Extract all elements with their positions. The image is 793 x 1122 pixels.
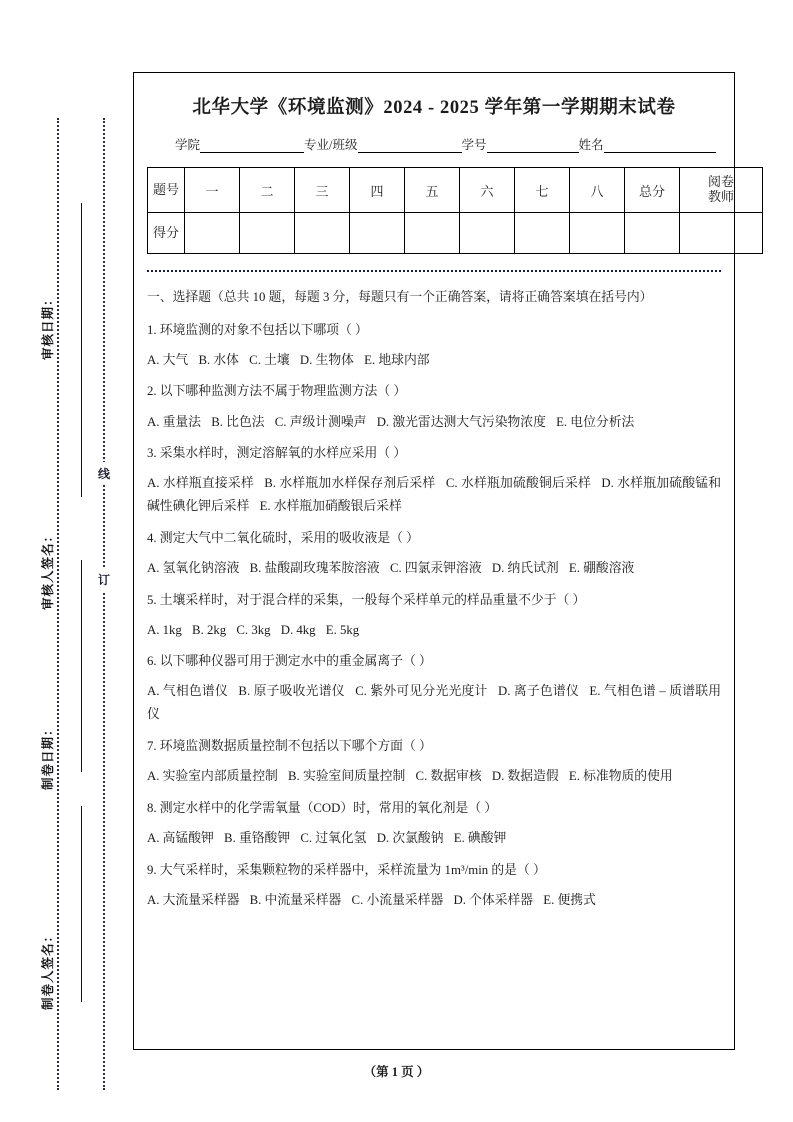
question-no-label-text: 题号 xyxy=(152,182,179,198)
field-college-input[interactable] xyxy=(200,139,304,153)
question-option[interactable]: D. 数据造假 xyxy=(491,769,559,784)
seal-dotted-line-outer xyxy=(57,118,59,1090)
question-options xyxy=(147,827,721,850)
score-table-col-2: 二 xyxy=(240,168,295,213)
field-student-name-label: 姓名 xyxy=(578,138,604,152)
exam-title: 北华大学《环境监测》2024 - 2025 学年第一学期期末试卷 xyxy=(192,98,676,118)
question-stem-text: 环境监测的对象不包括以下哪项（ ） xyxy=(156,322,368,337)
question-options xyxy=(147,557,721,580)
field-student-id xyxy=(462,135,579,153)
section-heading: 一、选择题（总共 10 题，每题 3 分，每题只有一个正确答案，请将正确答案填在括号内） xyxy=(147,290,653,304)
score-label-text: 得分 xyxy=(152,225,179,241)
field-student-id-input[interactable] xyxy=(487,139,579,153)
score-table-grader-label xyxy=(680,168,763,213)
question-number: 7. xyxy=(147,738,157,753)
question-block xyxy=(147,859,721,912)
question-stem-text: 测定水样中的化学需氧量（COD）时，常用的氧化剂是（ ） xyxy=(156,800,498,815)
margin-divider-rule-2 xyxy=(81,560,82,772)
question-stem xyxy=(147,650,721,673)
question-stem xyxy=(147,319,721,342)
question-option[interactable]: B. 比色法 xyxy=(211,414,265,429)
question-option[interactable]: C. 四氯汞钾溶液 xyxy=(389,560,482,575)
score-cell-7[interactable] xyxy=(515,213,570,254)
question-option[interactable]: E. 地球内部 xyxy=(364,352,430,367)
field-major-class-label: 专业/班级 xyxy=(304,138,358,152)
question-option[interactable]: D. 离子色谱仪 xyxy=(498,684,579,699)
seal-char-line: 线 xyxy=(95,462,113,485)
question-option[interactable]: D. 个体采样器 xyxy=(453,892,534,907)
score-cell-3[interactable] xyxy=(295,213,350,254)
field-student-id-label: 学号 xyxy=(461,138,487,152)
question-option[interactable]: B. 水样瓶加水样保存剂后采样 xyxy=(264,476,436,491)
question-option[interactable]: E. 碘酸钾 xyxy=(453,830,507,845)
question-option[interactable]: C. 声级计测噪声 xyxy=(274,414,367,429)
question-option[interactable]: C. 小流量采样器 xyxy=(351,892,444,907)
score-cell-1[interactable] xyxy=(185,213,240,254)
question-option[interactable]: D. 4kg xyxy=(280,622,316,637)
question-stem xyxy=(147,527,721,550)
question-option[interactable]: C. 数据审核 xyxy=(415,769,482,784)
question-number: 6. xyxy=(147,654,157,669)
score-cell-6[interactable] xyxy=(460,213,515,254)
question-option[interactable]: E. 气相色谱 – 质谱联用仪 xyxy=(147,684,722,722)
score-table-header-row xyxy=(148,168,763,213)
question-number: 1. xyxy=(147,322,157,337)
margin-label-review-date: 审核日期： xyxy=(41,292,55,360)
question-stem xyxy=(147,380,721,403)
left-margin-zone xyxy=(0,0,133,1122)
question-number: 9. xyxy=(147,862,157,877)
question-option[interactable]: E. 标准物质的使用 xyxy=(568,769,673,784)
question-option[interactable]: B. 原子吸收光谱仪 xyxy=(238,684,345,699)
question-block xyxy=(147,797,721,850)
question-option[interactable]: D. 生物体 xyxy=(299,352,354,367)
question-option[interactable]: D. 水样瓶加硫酸锰和碱性碘化钾后采样 xyxy=(147,476,722,514)
question-options xyxy=(147,765,721,788)
question-stem-text: 环境监测数据质量控制不包括以下哪个方面（ ） xyxy=(156,738,432,753)
score-table-col-3: 三 xyxy=(295,168,350,213)
question-stem xyxy=(147,442,721,465)
seal-char-bind: 订 xyxy=(95,568,113,591)
section-dotted-divider xyxy=(147,270,721,272)
question-block xyxy=(147,527,721,580)
question-option[interactable]: B. 中流量采样器 xyxy=(249,892,342,907)
margin-label-paper-maker-signature: 制卷人签名： xyxy=(41,928,55,1010)
question-block xyxy=(147,380,721,433)
question-option[interactable]: A. 重量法 xyxy=(147,414,202,429)
question-option[interactable]: B. 盐酸副玫瑰苯胺溶液 xyxy=(249,560,380,575)
field-college xyxy=(175,135,304,153)
score-cell-5[interactable] xyxy=(405,213,460,254)
question-option[interactable]: A. 气相色谱仪 xyxy=(147,684,228,699)
grader-label-line2: 教师 xyxy=(707,189,734,204)
question-stem-text: 采集水样时，测定溶解氧的水样应采用（ ） xyxy=(156,446,407,461)
question-block xyxy=(147,442,721,518)
question-block xyxy=(147,650,721,726)
question-option[interactable]: C. 3kg xyxy=(236,622,271,637)
grader-label-line1: 阅卷 xyxy=(707,174,734,190)
margin-label-paper-date: 制卷日期： xyxy=(41,722,55,790)
page-footer: （第 1 页 ） xyxy=(363,1065,430,1079)
exam-page-box xyxy=(133,72,735,1050)
question-option[interactable]: B. 水体 xyxy=(198,352,239,367)
score-table-col-6: 六 xyxy=(460,168,515,213)
question-option[interactable]: A. 1kg xyxy=(147,622,182,637)
score-cell-8[interactable] xyxy=(570,213,625,254)
margin-label-reviewer-signature: 审核人签名： xyxy=(41,528,55,610)
question-options xyxy=(147,619,721,642)
question-block xyxy=(147,589,721,642)
score-cell-grader[interactable] xyxy=(680,213,763,254)
question-option[interactable]: A. 大气 xyxy=(147,352,189,367)
question-stem xyxy=(147,797,721,820)
question-options xyxy=(147,411,721,434)
question-list xyxy=(147,319,721,912)
question-option[interactable]: E. 5kg xyxy=(325,622,360,637)
question-stem xyxy=(147,735,721,758)
question-option[interactable]: D. 纳氏试剂 xyxy=(491,560,559,575)
score-table-total-label: 总分 xyxy=(625,168,680,213)
question-option[interactable]: C. 过氧化氢 xyxy=(300,830,367,845)
question-number: 5. xyxy=(147,592,157,607)
question-option[interactable]: A. 实验室内部质量控制 xyxy=(147,769,278,784)
question-block xyxy=(147,735,721,788)
question-options xyxy=(147,889,721,912)
question-option[interactable]: B. 重铬酸钾 xyxy=(224,830,291,845)
question-number: 4. xyxy=(147,530,157,545)
question-stem xyxy=(147,859,721,882)
question-option[interactable]: C. 土壤 xyxy=(249,352,290,367)
question-options xyxy=(147,349,721,372)
field-major-class xyxy=(304,135,461,153)
margin-divider-rule-1 xyxy=(81,203,82,497)
score-table-col-7: 七 xyxy=(515,168,570,213)
score-cell-total[interactable] xyxy=(625,213,680,254)
score-cell-2[interactable] xyxy=(240,213,295,254)
question-option[interactable]: E. 水样瓶加硝酸银后采样 xyxy=(259,499,402,514)
seal-dotted-line-inner xyxy=(103,118,105,1090)
score-table-score-row xyxy=(148,213,763,254)
score-table-col-8: 八 xyxy=(570,168,625,213)
score-table-col-4: 四 xyxy=(350,168,405,213)
score-table-question-no-label xyxy=(148,168,185,213)
field-major-class-input[interactable] xyxy=(358,139,462,153)
question-option[interactable]: A. 高锰酸钾 xyxy=(147,830,214,845)
question-option[interactable]: C. 紫外可见分光光度计 xyxy=(355,684,488,699)
question-block xyxy=(147,319,721,372)
question-number: 3. xyxy=(147,446,157,461)
question-option[interactable]: A. 水样瓶直接采样 xyxy=(147,476,254,491)
margin-divider-rule-3 xyxy=(81,806,82,1002)
score-table-col-5: 五 xyxy=(405,168,460,213)
student-info-line xyxy=(147,135,721,153)
question-stem xyxy=(147,589,721,612)
question-number: 2. xyxy=(147,384,157,399)
field-student-name xyxy=(579,135,716,153)
score-table-col-1: 一 xyxy=(185,168,240,213)
question-option[interactable]: D. 次氯酸钠 xyxy=(376,830,444,845)
field-student-name-input[interactable] xyxy=(604,139,716,153)
question-stem-text: 以下哪种监测方法不属于物理监测方法（ ） xyxy=(156,384,407,399)
question-option[interactable]: A. 大流量采样器 xyxy=(147,892,240,907)
score-table xyxy=(147,167,763,254)
question-option[interactable]: B. 实验室间质量控制 xyxy=(288,769,406,784)
score-cell-4[interactable] xyxy=(350,213,405,254)
question-option[interactable]: E. 便携式 xyxy=(543,892,596,907)
question-number: 8. xyxy=(147,800,157,815)
question-option[interactable]: A. 氢氧化钠溶液 xyxy=(147,560,240,575)
field-college-label: 学院 xyxy=(175,138,201,152)
question-stem-text: 以下哪种仪器可用于测定水中的重金属离子（ ） xyxy=(156,654,432,669)
question-options xyxy=(147,472,721,518)
question-options xyxy=(147,680,721,726)
question-stem-text: 土壤采样时，对于混合样的采集，一般每个采样单元的样品重量不少于（ ） xyxy=(156,592,586,607)
question-option[interactable]: E. 电位分析法 xyxy=(556,414,635,429)
question-option[interactable]: E. 硼酸溶液 xyxy=(568,560,635,575)
question-stem-text: 大气采样时，采集颗粒物的采样器中，采样流量为 1m³/min 的是（ ） xyxy=(156,862,546,877)
question-option[interactable]: D. 激光雷达测大气污染物浓度 xyxy=(376,414,546,429)
score-table-score-label xyxy=(148,213,185,254)
question-stem-text: 测定大气中二氧化硫时，采用的吸收液是（ ） xyxy=(156,530,419,545)
question-option[interactable]: C. 水样瓶加硫酸铜后采样 xyxy=(445,476,591,491)
question-option[interactable]: B. 2kg xyxy=(192,622,227,637)
